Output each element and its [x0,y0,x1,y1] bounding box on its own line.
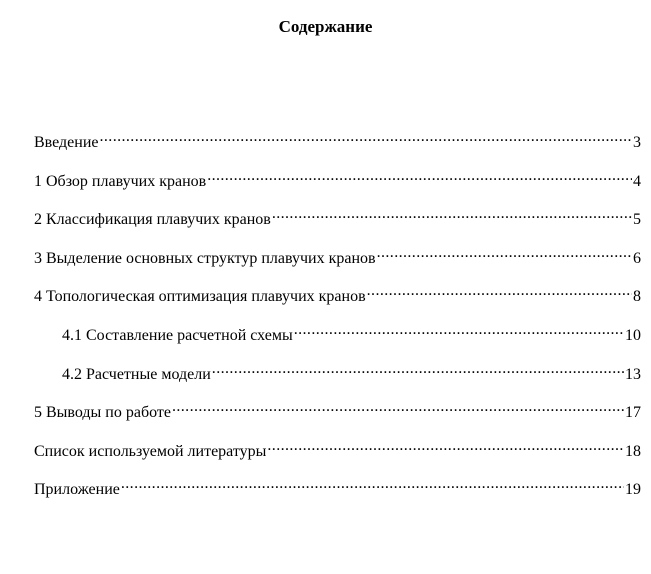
toc-entry-page-number: 18 [625,442,641,460]
toc-entry-label: Список используемой литературы [34,442,267,460]
toc-entry-label: 4.2 Расчетные модели [62,365,211,383]
toc-entry-section-1[interactable] [0,166,641,190]
toc-entry-label: 3 Выделение основных структур плавучих кранов [34,249,376,267]
toc-entry-label: 5 Выводы по работе [34,404,171,422]
toc-entry-section-5[interactable] [0,397,641,422]
toc-entry-label: 2 Классификация плавучих кранов [34,211,271,229]
toc-entry-page-number: 10 [625,326,641,344]
toc-entry-section-4-2[interactable] [0,359,641,383]
toc-entry-label: Приложение [34,481,120,499]
toc-entry-page-number: 13 [625,365,641,383]
toc-dot-leader [294,320,624,340]
toc-entry-references[interactable] [0,436,641,460]
toc-list [0,127,651,513]
toc-entry-page-number: 5 [633,211,641,229]
toc-dot-leader [172,397,624,417]
toc-dot-leader [207,166,632,186]
toc-dot-leader [267,436,624,456]
toc-entry-page-number: 3 [633,134,641,151]
toc-entry-appendix[interactable] [0,474,641,499]
toc-entry-section-4-1[interactable] [0,320,641,344]
toc-entry-section-2[interactable] [0,204,641,229]
toc-entry-page-number: 19 [625,481,641,499]
toc-entry-label: Введение [34,134,99,151]
toc-dot-leader [212,359,624,379]
toc-dot-leader [121,474,624,494]
toc-entry-page-number: 17 [625,404,641,422]
toc-entry-label: 4.1 Составление расчетной схемы [62,326,293,344]
toc-dot-leader [377,243,632,263]
toc-entry-page-number: 6 [633,249,641,267]
toc-title: Содержание [278,17,373,36]
toc-entry-label: 1 Обзор плавучих кранов [34,172,207,190]
toc-entry-introduction[interactable] [0,127,641,151]
toc-dot-leader [100,127,633,147]
toc-dot-leader [272,204,632,224]
toc-entry-page-number: 8 [633,288,641,306]
toc-dot-leader [367,281,632,301]
toc-entry-section-3[interactable] [0,243,641,267]
toc-entry-label: 4 Топологическая оптимизация плавучих кранов [34,288,366,306]
toc-entry-section-4[interactable] [0,281,641,306]
toc-entry-page-number: 4 [633,172,641,190]
